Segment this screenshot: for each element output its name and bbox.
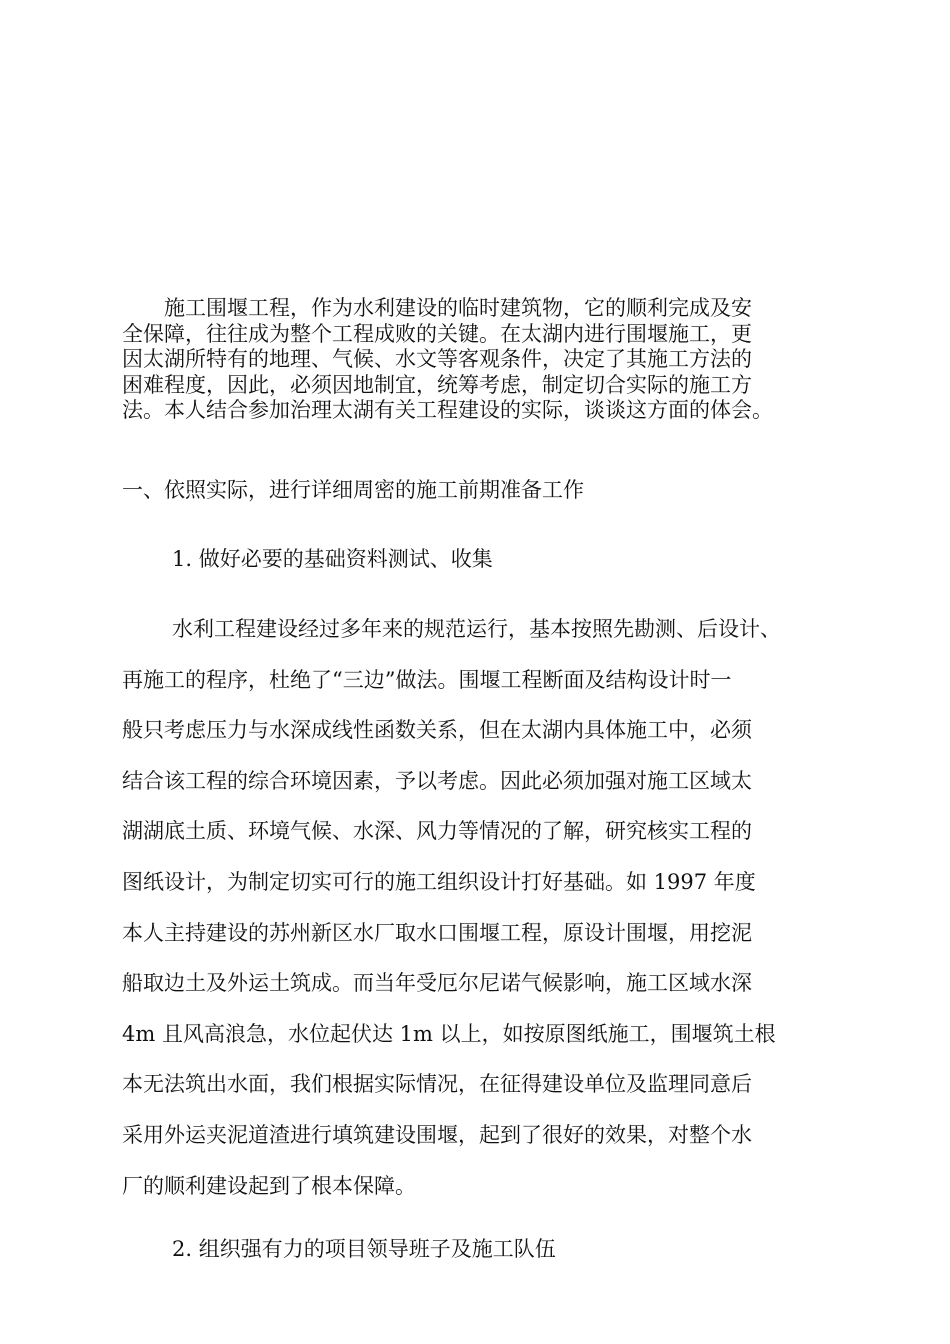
section-heading: 一、依照实际，进行详细周密的施工前期准备工作 — [122, 478, 584, 502]
body-line: 般只考虑压力与水深成线性函数关系，但在太湖内具体施工中，必须 — [122, 718, 752, 743]
subsection-heading: 1. 做好必要的基础资料测试、收集 — [172, 547, 493, 571]
body-line: 图纸设计，为制定切实可行的施工组织设计打好基础。如 1997 年度 — [122, 869, 756, 894]
body-line: 湖湖底土质、环境气候、水深、风力等情况的了解，研究核实工程的 — [122, 819, 752, 844]
intro-line: 法。本人结合参加治理太湖有关工程建设的实际，谈谈这方面的体会。 — [122, 398, 773, 423]
subsection-heading: 2. 组织强有力的项目领导班子及施工队伍 — [172, 1237, 556, 1261]
intro-line: 因太湖所特有的地理、气候、水文等客观条件，决定了其施工方法的 — [122, 347, 752, 372]
body-line: 4m 且风高浪急，水位起伏达 1m 以上，如按原图纸施工，围堰筑土根 — [122, 1021, 776, 1046]
body-line: 本人主持建设的苏州新区水厂取水口围堰工程，原设计围堰，用挖泥 — [122, 920, 752, 945]
body-line: 再施工的程序，杜绝了“三边”做法。围堰工程断面及结构设计时一 — [122, 667, 732, 692]
body-line: 本无法筑出水面，我们根据实际情况，在征得建设单位及监理同意后 — [122, 1072, 752, 1097]
intro-line: 困难程度，因此，必须因地制宜，统筹考虑，制定切合实际的施工方 — [122, 372, 752, 397]
intro-paragraph — [122, 296, 773, 424]
body-line: 水利工程建设经过多年来的规范运行，基本按照先勘测、后设计、 — [172, 617, 781, 641]
body-line: 结合该工程的综合环境因素，予以考虑。因此必须加强对施工区域太 — [122, 768, 752, 793]
body-line: 船取边土及外运土筑成。而当年受厄尔尼诺气候影响，施工区域水深 — [122, 971, 752, 996]
body-line: 厂的顺利建设起到了根本保障。 — [122, 1173, 416, 1198]
body-line: 采用外运夹泥道渣进行填筑建设围堰，起到了很好的效果，对整个水 — [122, 1122, 752, 1147]
body-paragraph — [122, 604, 781, 1211]
intro-line: 施工围堰工程，作为水利建设的临时建筑物，它的顺利完成及安 — [122, 296, 752, 320]
intro-line: 全保障，往往成为整个工程成败的关键。在太湖内进行围堰施工，更 — [122, 321, 752, 346]
